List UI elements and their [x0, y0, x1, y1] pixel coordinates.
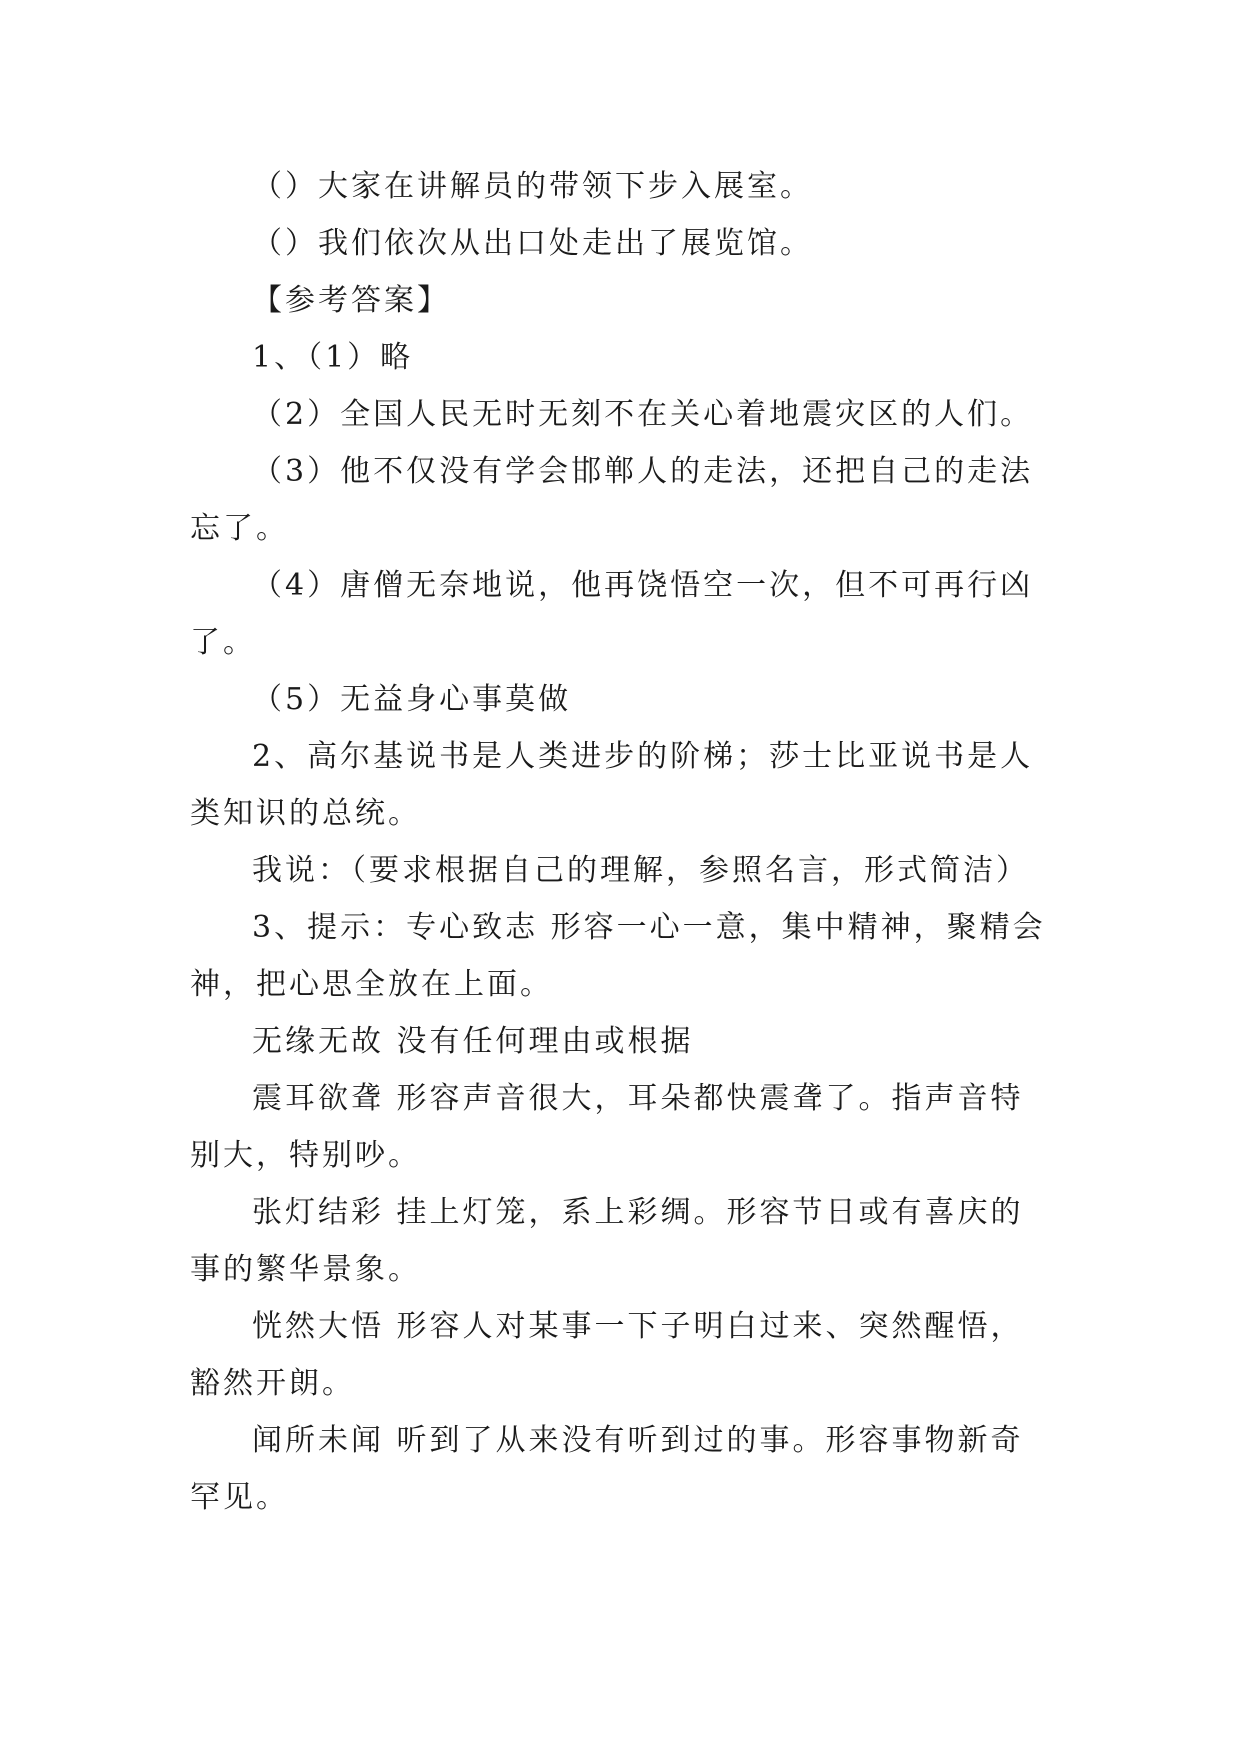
text-line: 无缘无故 没有任何理由或根据: [252, 1024, 694, 1059]
text-line: （5）无益身心事莫做: [252, 682, 572, 717]
text-line: 忘了。: [190, 511, 289, 546]
text-line: 罕见。: [190, 1480, 289, 1515]
text-line: （）大家在讲解员的带领下步入展室。: [252, 169, 813, 204]
text-line: 豁然开朗。: [190, 1366, 355, 1401]
text-line: （）我们依次从出口处走出了展览馆。: [252, 226, 813, 261]
text-line: （4）唐僧无奈地说，他再饶悟空一次，但不可再行凶: [252, 568, 1034, 603]
text-line: 了。: [190, 625, 256, 660]
text-line: 我说：（要求根据自己的理解，参照名言，形式简洁）: [252, 853, 1029, 888]
text-line: 类知识的总统。: [190, 796, 421, 831]
text-line: 闻所未闻 听到了从来没有听到过的事。形容事物新奇: [252, 1423, 1024, 1458]
text-line: 3、提示：专心致志 形容一心一意，集中精神，聚精会: [252, 910, 1046, 945]
text-line: 恍然大悟 形容人对某事一下子明白过来、突然醒悟，: [252, 1309, 1024, 1344]
text-line: （2）全国人民无时无刻不在关心着地震灾区的人们。: [252, 397, 1034, 432]
text-line: 1、（1）略: [252, 340, 414, 375]
text-line: 2、高尔基说书是人类进步的阶梯；莎士比亚说书是人: [252, 739, 1034, 774]
text-line: 张灯结彩 挂上灯笼，系上彩绸。形容节日或有喜庆的: [252, 1195, 1024, 1230]
text-line: 震耳欲聋 形容声音很大，耳朵都快震聋了。指声音特: [252, 1081, 1024, 1116]
text-line: （3）他不仅没有学会邯郸人的走法，还把自己的走法: [252, 454, 1034, 489]
text-line: 神，把心思全放在上面。: [190, 967, 553, 1002]
text-line: 事的繁华景象。: [190, 1252, 421, 1287]
text-line: 别大，特别吵。: [190, 1138, 421, 1173]
section-heading: 【参考答案】: [252, 283, 450, 318]
